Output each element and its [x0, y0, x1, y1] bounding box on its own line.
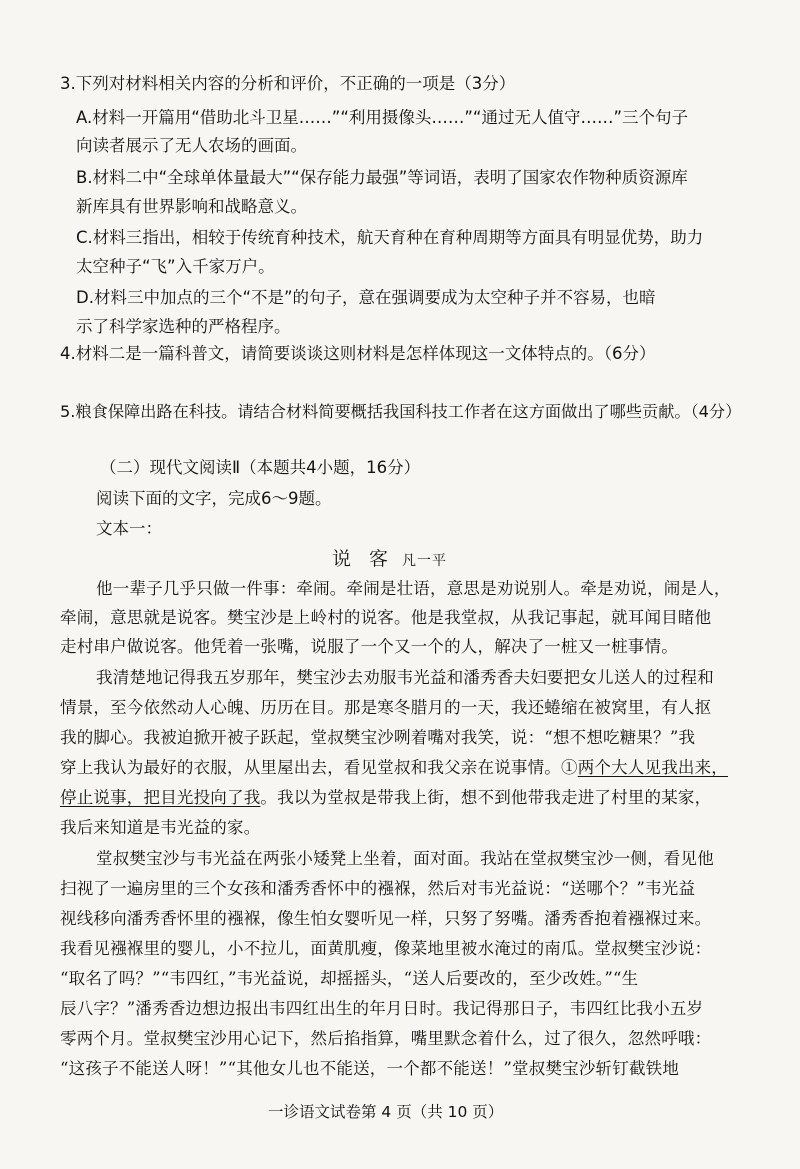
question-3-option-a-cont: 向读者展示了无人农场的画面。: [76, 136, 307, 155]
story-title-block: [332, 548, 447, 572]
section-heading: （二）现代文阅读Ⅱ（本题共4小题，16分）: [100, 458, 421, 477]
story-author: 凡一平: [402, 553, 448, 569]
story-line: 走村串户做说客。他凭着一张嘴，说服了一个又一个的人，解决了一桩又一桩事情。: [60, 637, 678, 656]
question-3-stem: 3.下列对材料相关内容的分析和评价，不正确的一项是（3分）: [60, 74, 516, 93]
story-line: 牵闹，意思就是说客。樊宝沙是上岭村的说客。他是我堂叔，从我记事起，就耳闻目睹他: [60, 608, 712, 627]
story-text: 穿上我认为最好的衣服，从里屋出去，看见堂叔和我父亲在说事情。①: [60, 758, 578, 777]
story-line-with-underline: [60, 787, 711, 809]
underlined-sentence-1: 两个大人见我出来，: [577, 758, 729, 777]
story-line: 我看见襁褓里的婴儿，小不拉儿，面黄肌瘦，像菜地里被水淹过的南瓜。堂叔樊宝沙说：: [60, 939, 712, 958]
story-line: 视线移向潘秀香怀里的襁褓，像生怕女婴听见一样，只努了努嘴。潘秀香抱着襁褓过来。: [60, 909, 712, 928]
question-4: 4.材料二是一篇科普文，请简要谈谈这则材料是怎样体现这一文体特点的。（6分）: [60, 344, 656, 363]
story-title: 说 客: [332, 548, 395, 570]
story-line: 零两个月。堂叔樊宝沙用心记下，然后掐指算，嘴里默念着什么，过了很久，忽然呼哦：: [60, 1029, 712, 1048]
story-line: 情景，至今依然动人心魄、历历在目。那是寒冬腊月的一天，我还蜷缩在被窝里，有人抠: [60, 698, 712, 717]
story-line: 我后来知道是韦光益的家。: [60, 818, 261, 837]
text-one-label: 文本一：: [96, 519, 162, 538]
story-line: 堂叔樊宝沙与韦光益在两张小矮凳上坐着，面对面。我站在堂叔樊宝沙一侧，看见他: [96, 849, 714, 868]
question-3-option-d-cont: 示了科学家选种的严格程序。: [76, 317, 291, 336]
story-line: 扫视了一遍房里的三个女孩和潘秀香怀中的襁褓，然后对韦光益说：“送哪个？”韦光益: [60, 879, 696, 898]
story-line: “这孩子不能送人呀！”“其他女儿也不能送，一个都不能送！”堂叔樊宝沙斩钉截铁地: [60, 1059, 680, 1078]
question-3-option-d: D.材料三中加点的三个“不是”的句子，意在强调要成为太空种子并不容易，也暗: [76, 288, 656, 307]
question-3-option-b: B.材料二中“全球单体量最大”“保存能力最强”等词语，表明了国家农作物种质资源库: [76, 168, 688, 187]
story-line: 辰八字？”潘秀香边想边报出韦四红出生的年月日时。我记得那日子，韦四红比我小五岁: [60, 999, 704, 1018]
page-footer: 一诊语文试卷第 4 页（共 10 页）: [268, 1103, 504, 1121]
question-3-option-b-cont: 新库具有世界影响和战略意义。: [76, 197, 307, 216]
question-3-option-a: A.材料一开篇用“借助北斗卫星……”“利用摄像头……”“通过无人值守……”三个句子: [76, 108, 689, 127]
question-5: 5.粮食保障出路在科技。请结合材料简要概括我国科技工作者在这方面做出了哪些贡献。（4分）: [60, 402, 742, 421]
story-line: 他一辈子几乎只做一件事：牵闹。牵闹是壮语，意思是劝说别人。牵是劝说，闹是人，: [96, 579, 731, 598]
story-line: 我清楚地记得我五岁那年，樊宝沙去劝服韦光益和潘秀香夫妇要把女儿送人的过程和: [96, 668, 714, 687]
story-line: “取名了吗？”“韦四红，”韦光益说，却摇摇头，“送人后要改的，至少改姓。”“生: [60, 969, 639, 988]
story-text: 。我以为堂叔是带我上街，想不到他带我走进了村里的某家，: [260, 788, 712, 807]
section-instruction: 阅读下面的文字，完成6～9题。: [96, 489, 332, 508]
question-3-option-c-cont: 太空种子“飞”入千家万户。: [76, 257, 275, 276]
story-line-with-underline: [60, 757, 728, 779]
question-3-option-c: C.材料三指出，相较于传统育种技术，航天育种在育种周期等方面具有明显优势，助力: [76, 228, 704, 247]
story-line: 我的脚心。我被迫掀开被子跃起，堂叔樊宝沙咧着嘴对我笑，说：“想不想吃糖果？”我: [60, 728, 696, 747]
underlined-sentence-1-cont: 停止说事，把目光投向了我: [60, 788, 261, 807]
